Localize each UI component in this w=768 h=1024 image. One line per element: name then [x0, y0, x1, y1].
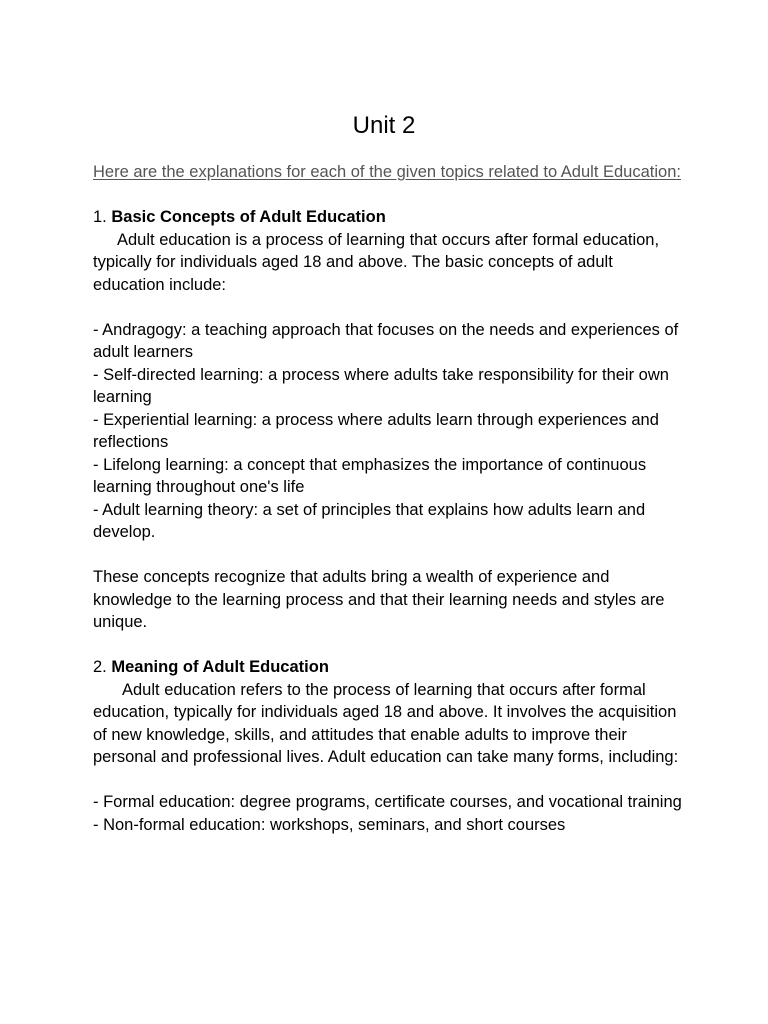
section-number: 2.: [93, 658, 107, 676]
list-item: - Adult learning theory: a set of principles that explains how adults learn and develop.: [93, 500, 646, 541]
document-body: [93, 161, 683, 836]
section-paragraph: [93, 679, 683, 769]
section-heading-basic-concepts: [93, 206, 683, 229]
list-item: - Self-directed learning: a process where adults take responsibility for their own learning: [93, 365, 669, 406]
section-heading-text: Meaning of Adult Education: [111, 658, 329, 676]
list-item: - Lifelong learning: a concept that emphasizes the importance of continuous learning throughout one's life: [93, 455, 647, 496]
list-item: - Experiential learning: a process where adults learn through experiences and reflections: [93, 410, 659, 451]
list-item: - Formal education: degree programs, certificate courses, and vocational training: [93, 793, 682, 811]
section-heading-text: Basic Concepts of Adult Education: [111, 208, 386, 226]
list-item: - Andragogy: a teaching approach that focuses on the needs and experiences of adult learners: [93, 320, 679, 361]
list-item: - Non-formal education: workshops, seminars, and short courses: [93, 815, 566, 834]
section-paragraph-text: Adult education is a process of learning that occurs after formal education, typically for individuals aged 18 and above. The basic concepts of adult education include:: [93, 230, 660, 294]
section-paragraph: [93, 229, 683, 297]
section-closing-paragraph: These concepts recognize that adults bring a wealth of experience and knowledge to the learning process and that their learning needs and styles are unique.: [93, 568, 665, 631]
section-paragraph-text: Adult education refers to the process of learning that occurs after formal education, typically for individuals aged 18 and above. It involves the acquisition of new knowledge, skills, and attitudes that enable adults to improve their personal and professional lives. Adult education can take many forms, including:: [93, 680, 679, 766]
section-number: 1.: [93, 208, 107, 226]
page-title: Unit 2: [352, 112, 416, 139]
intro-text: Here are the explanations for each of the given topics related to Adult Education:: [93, 163, 681, 181]
section-heading-meaning: [93, 656, 683, 679]
